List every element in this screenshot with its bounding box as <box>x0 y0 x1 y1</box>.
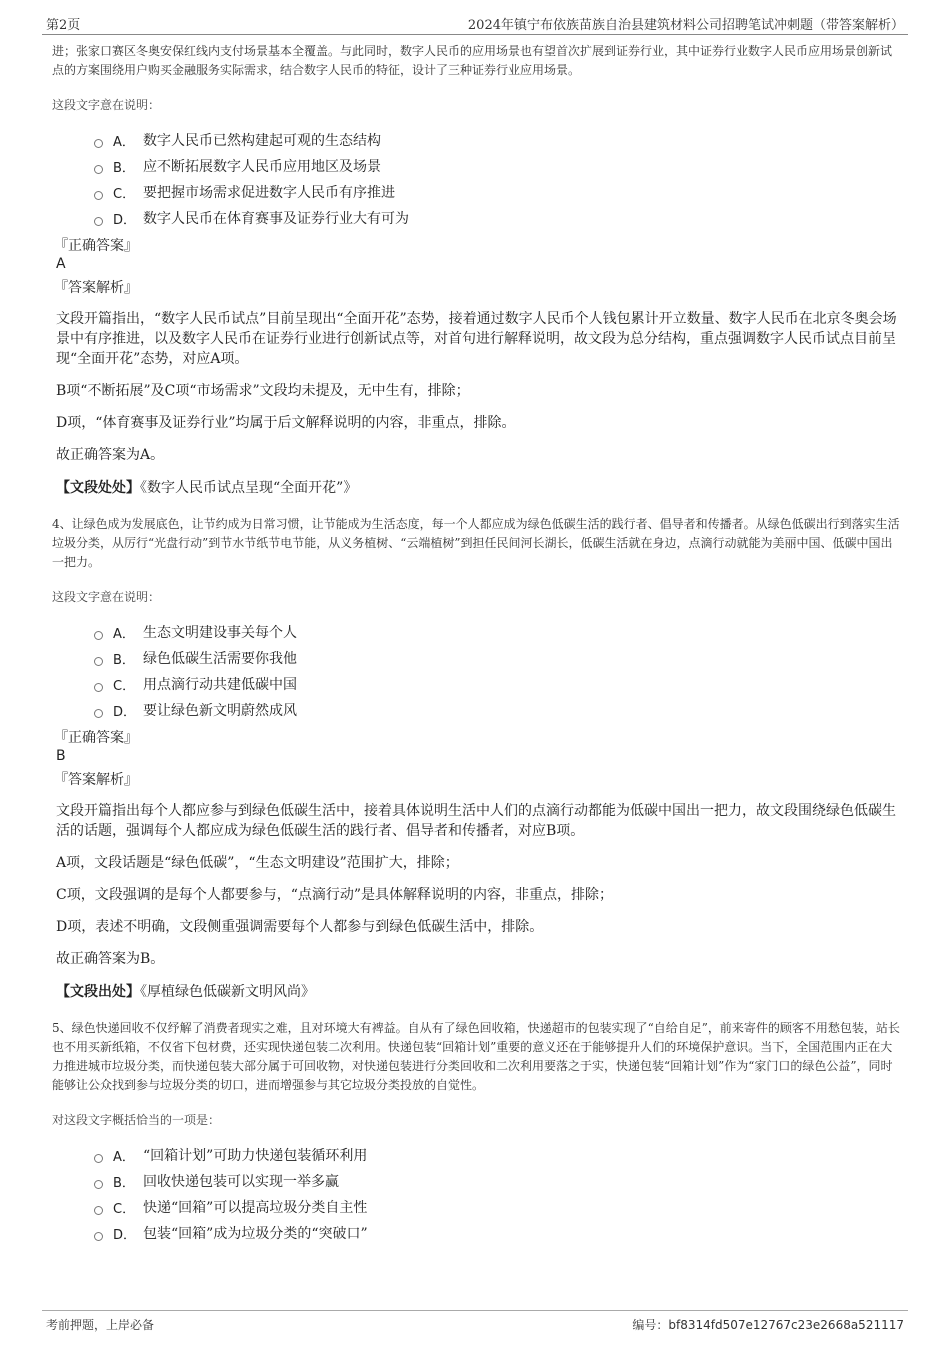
radio-icon[interactable] <box>94 1154 103 1163</box>
option-text: 用点滴行动共建低碳中国 <box>143 677 297 693</box>
analysis-paragraph: D项，“体育赛事及证券行业”均属于后文解释说明的内容，非重点，排除。 <box>56 415 516 431</box>
q4-option-a[interactable] <box>94 619 902 645</box>
q3-passage: 进；张家口赛区冬奥安保红线内支付场景基本全覆盖。与此同时，数字人民币的应用场景也有望首次扩展到证券行业，其中证券行业数字人民币应用场景创新试点的方案围绕用户购买金融服务实际需求，结合数字人民币的特征，设计了三种证券行业应用场景。 <box>52 44 893 77</box>
q3-analysis <box>56 309 902 465</box>
source-label: 【文段出处】 <box>56 984 140 1000</box>
option-text: 要把握市场需求促进数字人民币有序推进 <box>143 185 395 201</box>
q5-passage: 5、绿色快递回收不仅纾解了消费者现实之难，且对环境大有裨益。自从有了绿色回收箱，快递超市的包装实现了“自给自足”，前来寄件的顾客不用愁包装，站长也不用买新纸箱，不仅省下包材费，还实现快递包装二次利用。快递包装“回箱计划”重要的意义还在于能够提升人们的环境保护意识。当下，全国范围内正在大力推进城市垃圾分类，而快递包装大部分属于可回收物，对快递包装进行分类回收和二次利用要落之于实，快递包装“回箱计划”作为“家门口的绿色公益”，同时能够让公众找到参与垃圾分类的切口，进而增强参与其它垃圾分类投放的自觉性。 <box>52 1021 900 1092</box>
q4-passage: 4、让绿色成为发展底色，让节约成为日常习惯，让节能成为生活态度，每一个人都应成为绿色低碳生活的践行者、倡导者和传播者。从绿色低碳出行到落实生活垃圾分类，从厉行“光盘行动”到节水节纸节电节能，从义务植树、“云端植树”到担任民间河长湖长，低碳生活就在身边，点滴行动就能为美丽中国、低碳中国出一把力。 <box>52 517 900 569</box>
q4-option-b[interactable] <box>94 645 902 671</box>
option-text: 要让绿色新文明蔚然成风 <box>143 703 297 719</box>
option-letter: A． <box>113 134 135 150</box>
q4-analysis <box>56 801 902 969</box>
radio-icon[interactable] <box>94 165 103 174</box>
q3-prompt: 这段文字意在说明： <box>52 98 161 112</box>
radio-icon[interactable] <box>94 1180 103 1189</box>
radio-icon[interactable] <box>94 631 103 640</box>
analysis-paragraph: 文段开篇指出每个人都应参与到绿色低碳生活中，接着具体说明生活中人们的点滴行动都能为低碳中国出一把力，故文段围绕绿色低碳生活的话题，强调每个人都应成为绿色低碳生活的践行者、倡导者和传播者，对应B项。 <box>56 803 896 839</box>
q5-options <box>94 1142 902 1246</box>
q5-option-b[interactable] <box>94 1168 902 1194</box>
q4-answer: B <box>56 748 66 764</box>
radio-icon[interactable] <box>94 139 103 148</box>
option-letter: B． <box>113 652 135 668</box>
source-text: 《厚植绿色低碳新文明风尚》 <box>140 984 315 1000</box>
q3-option-b[interactable] <box>94 153 902 179</box>
option-text: “回箱计划”可助力快递包装循环利用 <box>143 1148 368 1164</box>
analysis-paragraph: 故正确答案为B。 <box>56 951 165 967</box>
option-letter: D． <box>113 212 137 228</box>
q5-prompt: 对这段文字概括恰当的一项是： <box>52 1113 221 1127</box>
q4-analysis-label: 『答案解析』 <box>54 772 138 788</box>
document-title: 2024年镇宁布依族苗族自治县建筑材料公司招聘笔试冲刺题（带答案解析） <box>467 18 904 33</box>
option-letter: D． <box>113 1227 137 1243</box>
option-letter: A． <box>113 626 135 642</box>
page-header <box>42 10 908 35</box>
option-text: 回收快递包装可以实现一举多赢 <box>143 1174 339 1190</box>
option-text: 快递“回箱”可以提高垃圾分类自主性 <box>143 1200 368 1216</box>
q5-option-d[interactable] <box>94 1220 902 1246</box>
q3-analysis-label: 『答案解析』 <box>54 280 138 296</box>
q3-source <box>56 477 902 497</box>
q3-option-c[interactable] <box>94 179 902 205</box>
q4-option-c[interactable] <box>94 671 902 697</box>
option-letter: C． <box>113 186 136 202</box>
source-text: 《数字人民币试点呈现“全面开花”》 <box>140 480 358 496</box>
q3-options <box>94 127 902 231</box>
q3-answer: A <box>56 256 66 272</box>
analysis-paragraph: B项“不断拓展”及C项“市场需求”文段均未提及，无中生有，排除； <box>56 383 470 399</box>
radio-icon[interactable] <box>94 683 103 692</box>
footer-slogan: 考前押题，上岸必备 <box>46 1318 155 1332</box>
option-letter: C． <box>113 1201 136 1217</box>
q5-option-a[interactable] <box>94 1142 902 1168</box>
q4-source <box>56 981 902 1001</box>
analysis-paragraph: 故正确答案为A。 <box>56 447 165 463</box>
option-text: 数字人民币在体育赛事及证券行业大有可为 <box>143 211 409 227</box>
analysis-paragraph: A项，文段话题是“绿色低碳”，“生态文明建设”范围扩大，排除； <box>56 855 459 871</box>
page-number: 第2页 <box>46 18 81 33</box>
main-content <box>52 42 902 1246</box>
option-letter: D． <box>113 704 137 720</box>
option-text: 应不断拓展数字人民币应用地区及场景 <box>143 159 381 175</box>
q3-answer-label: 『正确答案』 <box>54 238 138 254</box>
q4-prompt: 这段文字意在说明： <box>52 590 161 604</box>
code-label: 编号： <box>632 1318 669 1332</box>
q3-option-a[interactable] <box>94 127 902 153</box>
option-text: 生态文明建设事关每个人 <box>143 625 297 641</box>
option-letter: C． <box>113 678 136 694</box>
document-code <box>632 1316 904 1333</box>
option-letter: B． <box>113 1175 135 1191</box>
radio-icon[interactable] <box>94 657 103 666</box>
q4-options <box>94 619 902 723</box>
q4-option-d[interactable] <box>94 697 902 723</box>
q4-answer-label: 『正确答案』 <box>54 730 138 746</box>
source-label: 【文段处处】 <box>56 480 140 496</box>
option-text: 数字人民币已然构建起可观的生态结构 <box>143 133 381 149</box>
radio-icon[interactable] <box>94 217 103 226</box>
q3-option-d[interactable] <box>94 205 902 231</box>
radio-icon[interactable] <box>94 709 103 718</box>
radio-icon[interactable] <box>94 1232 103 1241</box>
option-letter: A． <box>113 1149 135 1165</box>
radio-icon[interactable] <box>94 1206 103 1215</box>
option-letter: B． <box>113 160 135 176</box>
analysis-paragraph: D项，表述不明确，文段侧重强调需要每个人都参与到绿色低碳生活中，排除。 <box>56 919 544 935</box>
code-value: bf8314fd507e12767c23e2668a521117 <box>668 1318 904 1332</box>
q5-option-c[interactable] <box>94 1194 902 1220</box>
page-footer <box>42 1310 908 1337</box>
analysis-paragraph: 文段开篇指出，“数字人民币试点”目前呈现出“全面开花”态势，接着通过数字人民币个人钱包累计开立数量、数字人民币在北京冬奥会场景中有序推进，以及数字人民币在证券行业进行创新试点等，对首句进行解释说明，故文段为总分结构，重点强调数字人民币试点目前呈现“全面开花”态势，对应A项。 <box>56 311 897 367</box>
option-text: 包装“回箱”成为垃圾分类的“突破口” <box>143 1226 368 1242</box>
option-text: 绿色低碳生活需要你我他 <box>143 651 297 667</box>
radio-icon[interactable] <box>94 191 103 200</box>
analysis-paragraph: C项，文段强调的是每个人都要参与，“点滴行动”是具体解释说明的内容，非重点，排除； <box>56 887 614 903</box>
